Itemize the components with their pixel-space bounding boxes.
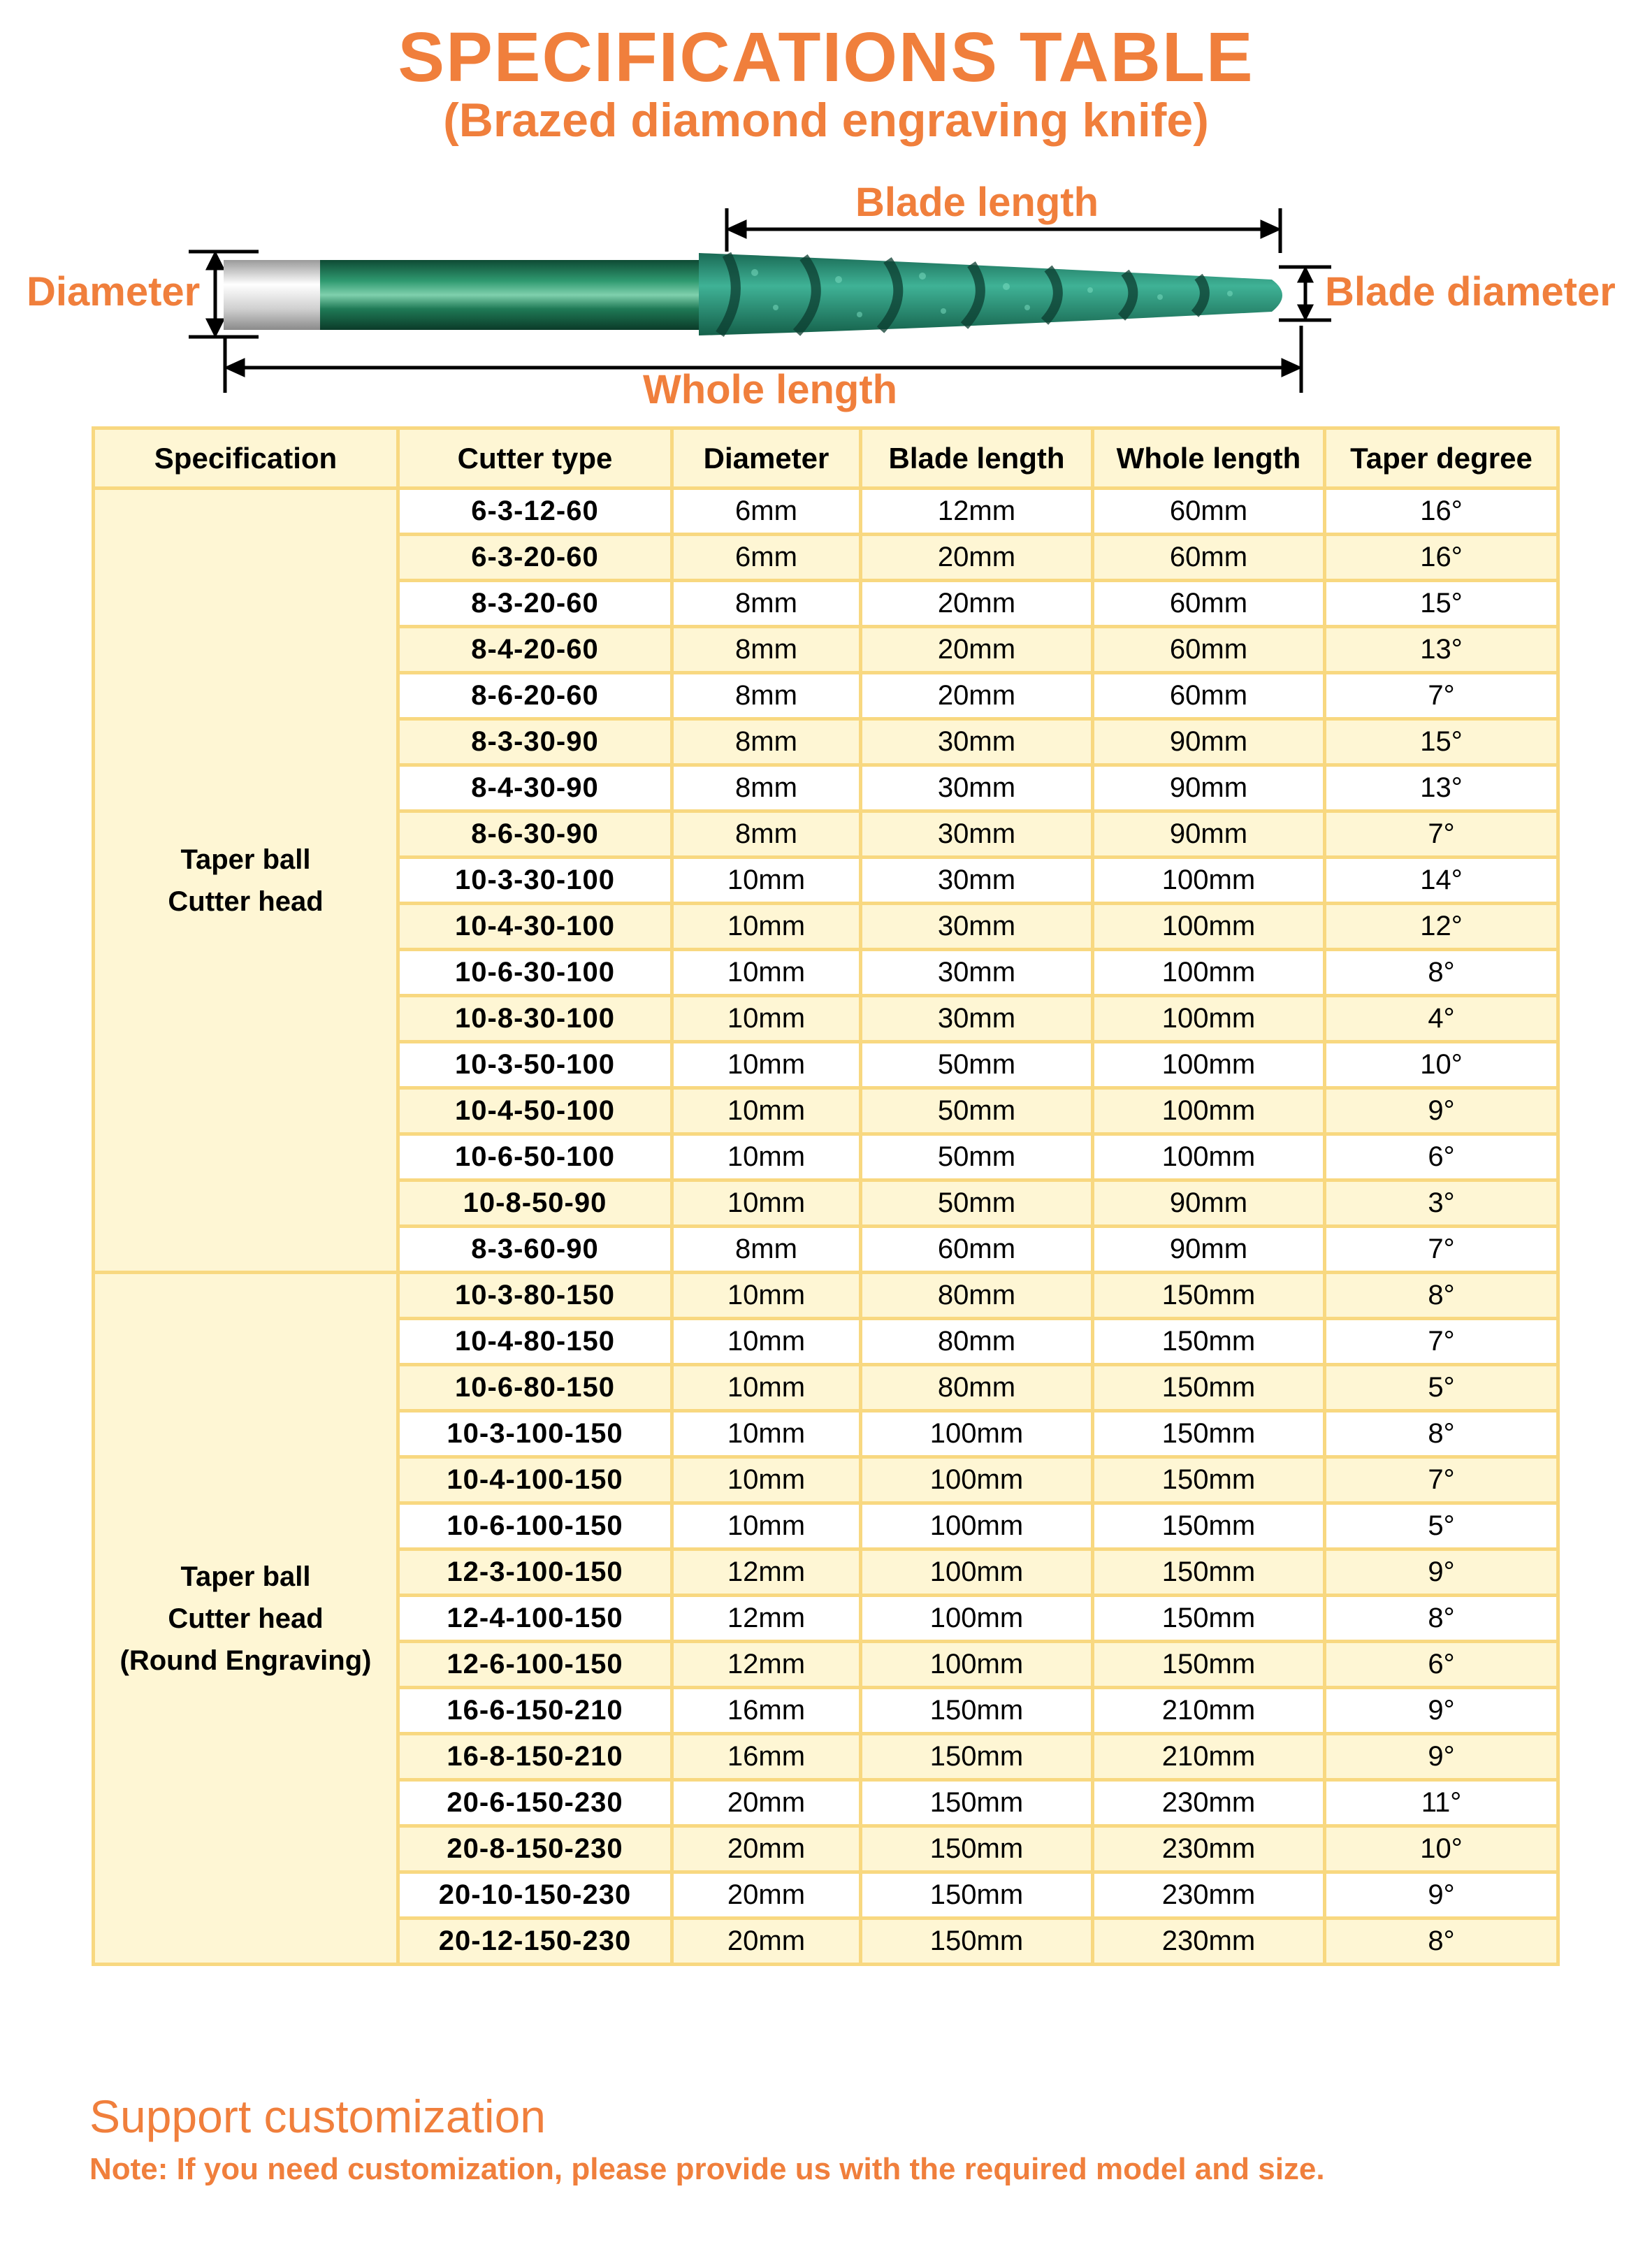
cutter-type-cell: 10-3-100-150 — [398, 1411, 672, 1457]
blade-length-cell: 50mm — [861, 1180, 1093, 1227]
diameter-cell: 8mm — [672, 673, 861, 719]
blade-length-cell: 30mm — [861, 858, 1093, 904]
table-row — [94, 489, 1558, 535]
shank-green — [320, 260, 711, 330]
whole-length-cell: 210mm — [1093, 1688, 1325, 1734]
taper-degree-cell: 7° — [1325, 673, 1558, 719]
blade-length-cell: 100mm — [861, 1596, 1093, 1642]
cutter-type-cell: 10-4-50-100 — [398, 1088, 672, 1134]
cutter-type-cell: 10-6-100-150 — [398, 1503, 672, 1549]
cutter-type-cell: 10-3-80-150 — [398, 1273, 672, 1319]
taper-degree-cell: 8° — [1325, 1596, 1558, 1642]
specification-label-line: Cutter head — [168, 1603, 324, 1634]
diameter-cell: 8mm — [672, 627, 861, 673]
whole-length-cell: 150mm — [1093, 1457, 1325, 1503]
taper-degree-cell: 7° — [1325, 1457, 1558, 1503]
specification-label-line: Taper ball — [180, 844, 311, 875]
cutter-type-cell: 8-6-20-60 — [398, 673, 672, 719]
specification-label-line: (Round Engraving) — [119, 1645, 372, 1676]
taper-degree-cell: 12° — [1325, 904, 1558, 950]
blade-length-cell: 150mm — [861, 1780, 1093, 1826]
whole-length-cell: 100mm — [1093, 996, 1325, 1042]
whole-length-cell: 150mm — [1093, 1273, 1325, 1319]
whole-length-cell: 150mm — [1093, 1365, 1325, 1411]
cutter-type-cell: 8-3-30-90 — [398, 719, 672, 765]
taper-degree-cell: 4° — [1325, 996, 1558, 1042]
diameter-cell: 8mm — [672, 811, 861, 858]
blade-diameter-label: Blade diameter — [1325, 269, 1616, 315]
diameter-cell: 10mm — [672, 1134, 861, 1180]
taper-degree-cell: 10° — [1325, 1042, 1558, 1088]
blade-length-cell: 50mm — [861, 1088, 1093, 1134]
diameter-cell: 10mm — [672, 950, 861, 996]
whole-length-cell: 100mm — [1093, 858, 1325, 904]
page-title: SPECIFICATIONS TABLE — [398, 18, 1254, 96]
whole-length-cell: 150mm — [1093, 1549, 1325, 1596]
whole-length-cell: 90mm — [1093, 765, 1325, 811]
cutter-type-cell: 8-4-20-60 — [398, 627, 672, 673]
header-specification: Specification — [94, 428, 398, 489]
whole-length-label: Whole length — [643, 367, 898, 412]
whole-length-cell: 100mm — [1093, 1042, 1325, 1088]
cutter-type-cell: 10-4-30-100 — [398, 904, 672, 950]
cutter-type-cell: 20-12-150-230 — [398, 1919, 672, 1965]
cutter-type-cell: 20-10-150-230 — [398, 1872, 672, 1919]
diameter-cell: 8mm — [672, 581, 861, 627]
blade-length-cell: 20mm — [861, 535, 1093, 581]
cutter-type-cell: 10-6-50-100 — [398, 1134, 672, 1180]
whole-length-cell: 150mm — [1093, 1503, 1325, 1549]
cutter-type-cell: 8-6-30-90 — [398, 811, 672, 858]
taper-degree-cell: 6° — [1325, 1642, 1558, 1688]
table-row — [94, 1273, 1558, 1319]
whole-length-cell: 100mm — [1093, 1134, 1325, 1180]
blade-length-cell: 50mm — [861, 1042, 1093, 1088]
diameter-cell: 10mm — [672, 858, 861, 904]
blade-length-cell: 30mm — [861, 950, 1093, 996]
whole-length-cell: 100mm — [1093, 904, 1325, 950]
whole-length-cell: 230mm — [1093, 1872, 1325, 1919]
page-subtitle: (Brazed diamond engraving knife) — [443, 94, 1209, 147]
cutter-type-cell: 16-6-150-210 — [398, 1688, 672, 1734]
whole-length-cell: 60mm — [1093, 627, 1325, 673]
whole-length-cell: 90mm — [1093, 1227, 1325, 1273]
cutter-type-cell: 10-3-30-100 — [398, 858, 672, 904]
diameter-cell: 10mm — [672, 1503, 861, 1549]
diameter-cell: 12mm — [672, 1642, 861, 1688]
blade-length-cell: 150mm — [861, 1826, 1093, 1872]
taper-degree-cell: 7° — [1325, 811, 1558, 858]
cutter-type-cell: 8-3-20-60 — [398, 581, 672, 627]
diameter-cell: 16mm — [672, 1688, 861, 1734]
whole-length-cell: 230mm — [1093, 1826, 1325, 1872]
whole-length-cell: 60mm — [1093, 673, 1325, 719]
diameter-cell: 20mm — [672, 1872, 861, 1919]
header-whole-length: Whole length — [1093, 428, 1325, 489]
specification-label-line: Cutter head — [168, 886, 324, 917]
table-body — [94, 489, 1558, 1965]
taper-degree-cell: 8° — [1325, 950, 1558, 996]
taper-degree-cell: 15° — [1325, 581, 1558, 627]
taper-degree-cell: 9° — [1325, 1688, 1558, 1734]
diameter-cell: 10mm — [672, 1180, 861, 1227]
header-cutter-type: Cutter type — [398, 428, 672, 489]
diameter-cell: 12mm — [672, 1596, 861, 1642]
cutter-type-cell: 10-4-80-150 — [398, 1319, 672, 1365]
diameter-cell: 8mm — [672, 1227, 861, 1273]
whole-length-cell: 60mm — [1093, 581, 1325, 627]
taper-degree-cell: 9° — [1325, 1734, 1558, 1780]
diameter-cell: 6mm — [672, 535, 861, 581]
blade-length-cell: 100mm — [861, 1411, 1093, 1457]
specifications-table — [92, 426, 1560, 1966]
whole-length-cell: 60mm — [1093, 535, 1325, 581]
blade-length-cell: 80mm — [861, 1365, 1093, 1411]
taper-degree-cell: 13° — [1325, 627, 1558, 673]
blade-length-cell: 60mm — [861, 1227, 1093, 1273]
taper-degree-cell: 7° — [1325, 1319, 1558, 1365]
diameter-cell: 8mm — [672, 765, 861, 811]
taper-degree-cell: 16° — [1325, 489, 1558, 535]
whole-length-cell: 100mm — [1093, 950, 1325, 996]
diameter-cell: 10mm — [672, 1042, 861, 1088]
blade-length-cell: 80mm — [861, 1319, 1093, 1365]
blade-length-cell: 100mm — [861, 1642, 1093, 1688]
cutter-type-cell: 10-8-30-100 — [398, 996, 672, 1042]
taper-degree-cell: 10° — [1325, 1826, 1558, 1872]
taper-degree-cell: 11° — [1325, 1780, 1558, 1826]
blade-length-cell: 20mm — [861, 581, 1093, 627]
header-taper-degree: Taper degree — [1325, 428, 1558, 489]
taper-degree-cell: 9° — [1325, 1872, 1558, 1919]
cutter-type-cell: 12-3-100-150 — [398, 1549, 672, 1596]
blade-length-cell: 12mm — [861, 489, 1093, 535]
blade-diameter-dimension — [1279, 267, 1331, 320]
taper-degree-cell: 9° — [1325, 1549, 1558, 1596]
taper-degree-cell: 16° — [1325, 535, 1558, 581]
specification-label-line: Taper ball — [180, 1561, 311, 1592]
blade-length-cell: 20mm — [861, 627, 1093, 673]
whole-length-cell: 60mm — [1093, 489, 1325, 535]
taper-degree-cell: 8° — [1325, 1411, 1558, 1457]
taper-degree-cell: 5° — [1325, 1503, 1558, 1549]
cutter-type-cell: 12-6-100-150 — [398, 1642, 672, 1688]
whole-length-cell: 100mm — [1093, 1088, 1325, 1134]
taper-degree-cell: 7° — [1325, 1227, 1558, 1273]
taper-degree-cell: 13° — [1325, 765, 1558, 811]
header-diameter: Diameter — [672, 428, 861, 489]
cutter-type-cell: 6-3-20-60 — [398, 535, 672, 581]
blade-length-cell: 30mm — [861, 996, 1093, 1042]
cutter-type-cell: 8-4-30-90 — [398, 765, 672, 811]
specification-group-cell — [94, 489, 398, 1273]
whole-length-cell: 230mm — [1093, 1919, 1325, 1965]
cutter-type-cell: 10-8-50-90 — [398, 1180, 672, 1227]
diameter-cell: 20mm — [672, 1780, 861, 1826]
cutter-type-cell: 10-6-30-100 — [398, 950, 672, 996]
cutter-type-cell: 20-6-150-230 — [398, 1780, 672, 1826]
taper-degree-cell: 15° — [1325, 719, 1558, 765]
specification-group-cell — [94, 1273, 398, 1965]
taper-degree-cell: 6° — [1325, 1134, 1558, 1180]
table-header-row — [94, 428, 1558, 489]
whole-length-cell: 210mm — [1093, 1734, 1325, 1780]
cutter-type-cell: 20-8-150-230 — [398, 1826, 672, 1872]
whole-length-cell: 90mm — [1093, 811, 1325, 858]
blade-length-cell: 30mm — [861, 904, 1093, 950]
blade-length-cell: 30mm — [861, 765, 1093, 811]
cutter-type-cell: 10-3-50-100 — [398, 1042, 672, 1088]
diameter-cell: 10mm — [672, 996, 861, 1042]
whole-length-cell: 90mm — [1093, 719, 1325, 765]
blade-length-cell: 150mm — [861, 1734, 1093, 1780]
cutter-type-cell: 6-3-12-60 — [398, 489, 672, 535]
whole-length-cell: 150mm — [1093, 1411, 1325, 1457]
diameter-cell: 10mm — [672, 1411, 861, 1457]
blade-length-cell: 150mm — [861, 1919, 1093, 1965]
whole-length-cell: 150mm — [1093, 1642, 1325, 1688]
tool-diagram — [0, 175, 1652, 412]
taper-degree-cell: 8° — [1325, 1273, 1558, 1319]
diameter-cell: 6mm — [672, 489, 861, 535]
blade-length-cell: 100mm — [861, 1503, 1093, 1549]
cutter-type-cell: 10-6-80-150 — [398, 1365, 672, 1411]
diameter-cell: 20mm — [672, 1919, 861, 1965]
shank-silver — [224, 260, 321, 330]
whole-length-cell: 90mm — [1093, 1180, 1325, 1227]
whole-length-cell: 230mm — [1093, 1780, 1325, 1826]
cutter-type-cell: 10-4-100-150 — [398, 1457, 672, 1503]
header-blade-length: Blade length — [861, 428, 1093, 489]
blade — [699, 253, 1282, 335]
taper-degree-cell: 5° — [1325, 1365, 1558, 1411]
taper-degree-cell: 3° — [1325, 1180, 1558, 1227]
blade-length-cell: 150mm — [861, 1872, 1093, 1919]
blade-length-cell: 100mm — [861, 1457, 1093, 1503]
cutter-type-cell: 12-4-100-150 — [398, 1596, 672, 1642]
diameter-cell: 10mm — [672, 1088, 861, 1134]
cutter-type-cell: 8-3-60-90 — [398, 1227, 672, 1273]
whole-length-cell: 150mm — [1093, 1319, 1325, 1365]
blade-length-cell: 50mm — [861, 1134, 1093, 1180]
diameter-cell: 16mm — [672, 1734, 861, 1780]
blade-length-cell: 30mm — [861, 811, 1093, 858]
cutter-type-cell: 16-8-150-210 — [398, 1734, 672, 1780]
diameter-cell: 10mm — [672, 1365, 861, 1411]
diameter-cell: 8mm — [672, 719, 861, 765]
taper-degree-cell: 14° — [1325, 858, 1558, 904]
diameter-cell: 10mm — [672, 904, 861, 950]
taper-degree-cell: 9° — [1325, 1088, 1558, 1134]
diameter-cell: 10mm — [672, 1319, 861, 1365]
blade-length-cell: 80mm — [861, 1273, 1093, 1319]
diameter-cell: 10mm — [672, 1457, 861, 1503]
diameter-cell: 20mm — [672, 1826, 861, 1872]
blade-length-cell: 150mm — [861, 1688, 1093, 1734]
blade-length-label: Blade length — [855, 180, 1099, 225]
whole-length-cell: 150mm — [1093, 1596, 1325, 1642]
customization-note: Note: If you need customization, please provide us with the required model and size. — [89, 2152, 1325, 2186]
diameter-cell: 12mm — [672, 1549, 861, 1596]
blade-length-cell: 20mm — [861, 673, 1093, 719]
support-customization-heading: Support customization — [89, 2090, 546, 2142]
blade-length-cell: 30mm — [861, 719, 1093, 765]
diameter-cell: 10mm — [672, 1273, 861, 1319]
taper-degree-cell: 8° — [1325, 1919, 1558, 1965]
blade-length-cell: 100mm — [861, 1549, 1093, 1596]
diameter-label: Diameter — [27, 269, 201, 315]
